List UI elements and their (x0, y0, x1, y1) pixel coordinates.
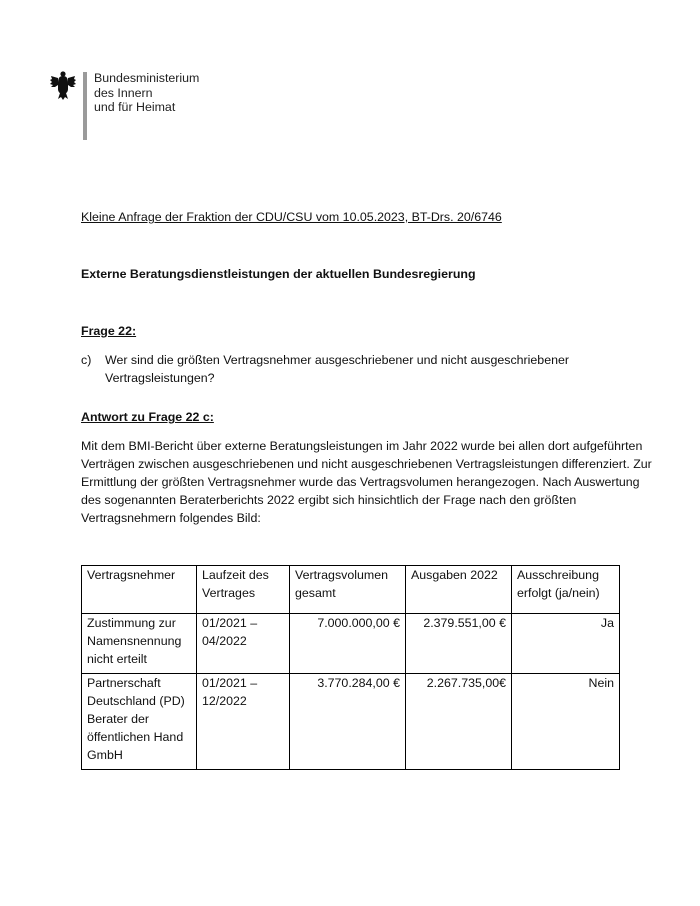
ministry-name (94, 71, 199, 115)
cell-contractor: Zustimmung zur Namensnennung nicht erteilt (82, 614, 197, 674)
answer-line-3: Ermittlung der größten Vertragsnehmer wurde das Vertragsvolumen herangezogen. Nach Auswertung (81, 475, 640, 489)
question-letter: c) (81, 353, 92, 367)
logo-divider-bar (83, 72, 87, 140)
question-line-2: Vertragsleistungen? (105, 371, 215, 385)
question-line-1: Wer sind die größten Vertragsnehmer ausgeschriebener und nicht ausgeschriebener (105, 353, 570, 367)
contracts-table (81, 565, 620, 770)
cell-tendered: Nein (512, 674, 620, 770)
answer-line-4: des sogenannten Beraterberichts 2022 ergibt sich hinsichtlich der Frage nach den größten (81, 493, 577, 507)
document-subject: Externe Beratungsdienstleistungen der aktuellen Bundesregierung (81, 267, 476, 281)
answer-paragraph (81, 437, 652, 527)
ministry-line-1: Bundesministerium (94, 71, 200, 85)
header-volume: Vertragsvolumen gesamt (290, 566, 406, 614)
question-heading: Frage 22: (81, 324, 137, 338)
cell-spend-2022: 2.267.735,00€ (406, 674, 512, 770)
cell-term: 01/2021 – 12/2022 (197, 674, 290, 770)
header-term: Laufzeit des Vertrages (197, 566, 290, 614)
cell-volume: 3.770.284,00 € (290, 674, 406, 770)
header-contractor: Vertragsnehmer (82, 566, 197, 614)
cell-term: 01/2021 – 04/2022 (197, 614, 290, 674)
answer-line-2: Verträgen zwischen ausgeschriebenen und nicht ausgeschriebenen Vertragsleistungen differenziert. Zur (81, 457, 652, 471)
header-tendered: Ausschreibung erfolgt (ja/nein) (512, 566, 620, 614)
answer-line-1: Mit dem BMI-Bericht über externe Beratungsleistungen im Jahr 2022 wurde bei allen dort aufgeführten (81, 439, 643, 453)
cell-contractor: Partnerschaft Deutschland (PD) Berater der öffentlichen Hand GmbH (82, 674, 197, 770)
ministry-line-2: des Innern (94, 85, 153, 100)
cell-spend-2022: 2.379.551,00 € (406, 614, 512, 674)
cell-tendered: Ja (512, 614, 620, 674)
answer-line-5: Vertragsnehmern folgendes Bild: (81, 511, 261, 525)
inquiry-reference: Kleine Anfrage der Fraktion der CDU/CSU vom 10.05.2023, BT-Drs. 20/6746 (81, 210, 502, 224)
federal-eagle-icon (50, 70, 76, 100)
ministry-line-3: und für Heimat (94, 100, 176, 114)
answer-heading: Antwort zu Frage 22 c: (81, 410, 214, 424)
table-row (82, 674, 620, 770)
header-spend-2022: Ausgaben 2022 (406, 566, 512, 614)
question-text (105, 351, 585, 387)
table-header-row (82, 566, 620, 614)
cell-volume: 7.000.000,00 € (290, 614, 406, 674)
table-row (82, 614, 620, 674)
